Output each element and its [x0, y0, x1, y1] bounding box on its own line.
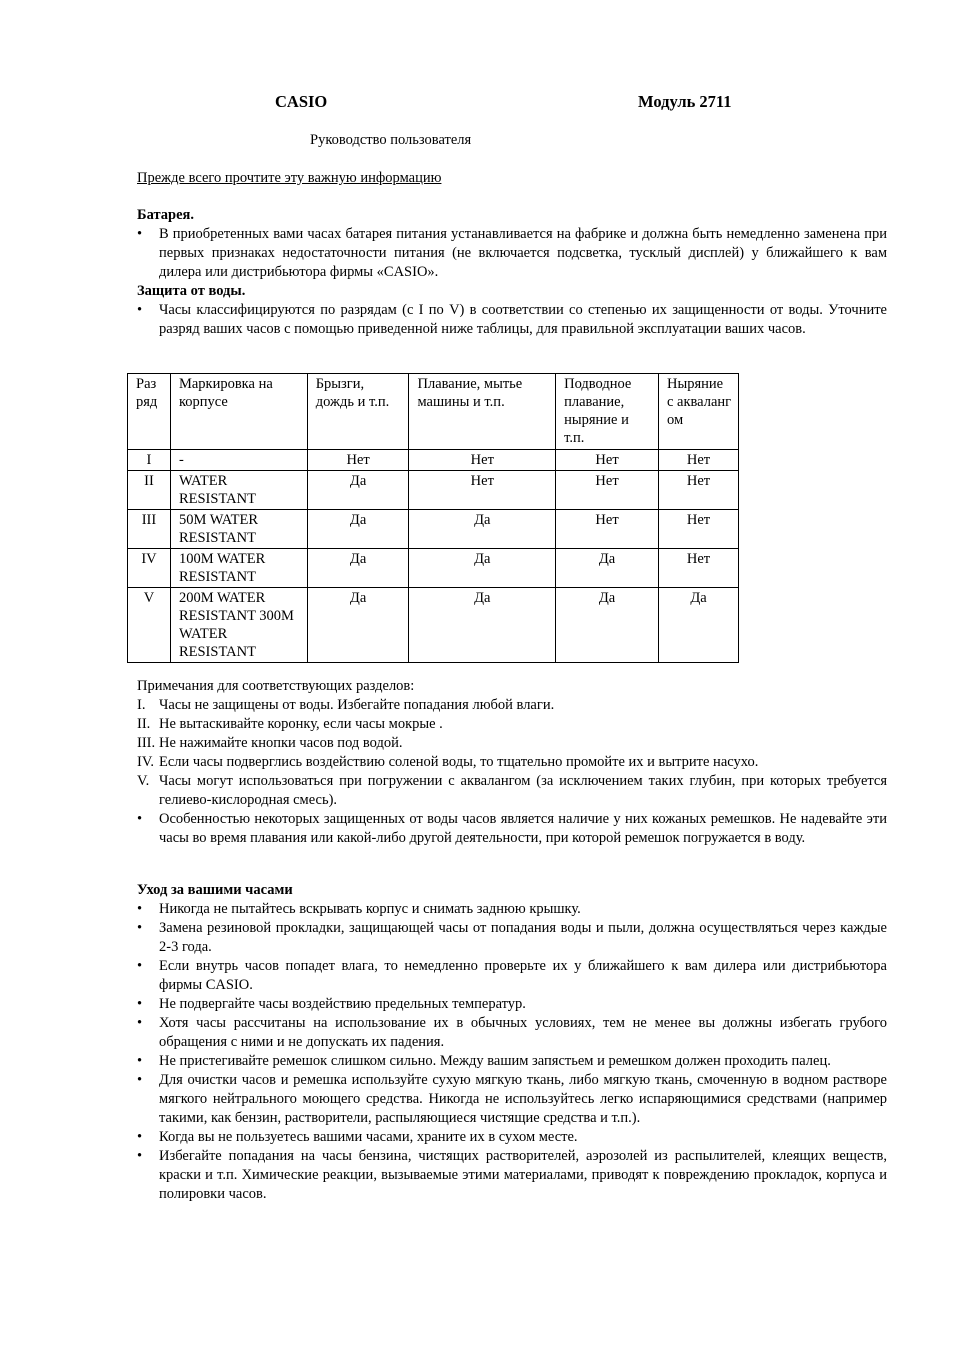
table-cell: II: [128, 471, 171, 510]
care-text: Хотя часы рассчитаны на использование их в обычных условиях, тем не менее вы должны избегать грубого обращения с ними и не допускать их падения.: [159, 1015, 887, 1050]
table-cell: Да: [658, 588, 738, 663]
note-text: Не вытаскивайте коронку, если часы мокрые .: [159, 716, 443, 732]
care-item: [137, 900, 887, 919]
table-header-row: [128, 374, 739, 450]
battery-text: В приобретенных вами часах батарея питания устанавливается на фабрике и должна быть немедленно заменена при первых признаках недостаточности питания (не включается подсветка, тусклый дисплей) у ближайшего к вам дилера или дистрибьютора фирмы «CASIO».: [159, 226, 887, 280]
note-item: [137, 696, 887, 715]
care-item: [137, 1128, 887, 1147]
table-cell: 100M WATER RESISTANT: [170, 549, 307, 588]
table-cell: WATER RESISTANT: [170, 471, 307, 510]
table-cell: Да: [307, 510, 409, 549]
table-cell: Да: [409, 549, 556, 588]
note-number: III.: [137, 735, 156, 751]
bullet-icon: •: [137, 1129, 143, 1145]
care-text: Избегайте попадания на часы бензина, чистящих растворителей, аэрозолей из распылителей, клеящих веществ, краски и т.п. Химические реакции, вызываемые этими материалами, приводят к повреждению прокладок, корпуса и полировки часов.: [159, 1148, 887, 1202]
notes-title: Примечания для соответствующих разделов:: [137, 678, 415, 694]
table-cell: Нет: [556, 450, 659, 471]
care-item: [137, 957, 887, 995]
care-item: [137, 919, 887, 957]
table-cell: IV: [128, 549, 171, 588]
table-row: [128, 588, 739, 663]
battery-bullet: [137, 225, 887, 282]
table-cell: Нет: [307, 450, 409, 471]
care-item: [137, 995, 887, 1014]
table-header-cell: Плавание, мытье машины и т.п.: [409, 374, 556, 450]
table-cell: Нет: [409, 450, 556, 471]
table-header-cell: Раз ряд: [128, 374, 171, 450]
table-cell: Да: [556, 588, 659, 663]
module-title: Модуль 2711: [638, 92, 732, 111]
table-row: [128, 471, 739, 510]
care-item: [137, 1147, 887, 1204]
table-header-cell: Маркировка на корпусе: [170, 374, 307, 450]
table-cell: Нет: [409, 471, 556, 510]
table-header-cell: Ныряние с акваланг ом: [658, 374, 738, 450]
water-bullet: [137, 301, 887, 339]
table-cell: III: [128, 510, 171, 549]
care-text: Замена резиновой прокладки, защищающей часы от попадания воды и пыли, должна осуществляться через каждые 2-3 года.: [159, 920, 887, 955]
water-resistance-table: [127, 373, 739, 663]
care-section: [137, 881, 887, 1204]
bullet-icon: •: [137, 302, 143, 318]
care-item: [137, 1071, 887, 1128]
table-cell: Нет: [658, 450, 738, 471]
table-row: [128, 510, 739, 549]
care-item: [137, 1014, 887, 1052]
bullet-icon: •: [137, 958, 143, 974]
bullet-icon: •: [137, 226, 143, 242]
table-cell: 50M WATER RESISTANT: [170, 510, 307, 549]
table-cell: Да: [307, 588, 409, 663]
table-cell: Да: [556, 549, 659, 588]
bullet-icon: •: [137, 1053, 143, 1069]
notes-bullet-text: Особенностью некоторых защищенных от воды часов является наличие у них кожаных ремешков. Не надевайте эти часы во время плавания или какой-либо другой деятельности, при которой ремешок погружается в воду.: [159, 811, 887, 846]
table-cell: V: [128, 588, 171, 663]
table-cell: Да: [307, 471, 409, 510]
note-item: [137, 753, 887, 772]
note-text: Часы не защищены от воды. Избегайте попадания любой влаги.: [159, 697, 555, 713]
intro-heading: Прежде всего прочтите эту важную информацию: [137, 170, 442, 186]
table-cell: Да: [409, 510, 556, 549]
bullet-icon: •: [137, 920, 143, 936]
water-text: Часы классифицируются по разрядам (с I по V) в соответствии со степенью их защищенности от воды. Уточните разряд ваших часов с помощью приведенной ниже таблицы, для правильной эксплуатации ваших часов.: [159, 302, 887, 337]
table-row: [128, 549, 739, 588]
care-text: Если внутрь часов попадет влага, то немедленно проверьте их у ближайшего к вам дилера или дистрибьютора фирмы CASIO.: [159, 958, 887, 993]
care-text: Не подвергайте часы воздействию предельных температур.: [159, 996, 526, 1012]
note-text: Не нажимайте кнопки часов под водой.: [159, 735, 403, 751]
bullet-icon: •: [137, 1072, 143, 1088]
care-text: Когда вы не пользуетесь вашими часами, храните их в сухом месте.: [159, 1129, 578, 1145]
battery-heading: Батарея.: [137, 207, 194, 223]
battery-section: [137, 206, 887, 339]
bullet-icon: •: [137, 901, 143, 917]
table-cell: Да: [307, 549, 409, 588]
brand-title: CASIO: [275, 92, 328, 111]
subtitle: Руководство пользователя: [310, 132, 472, 148]
note-item: [137, 734, 887, 753]
table-cell: I: [128, 450, 171, 471]
note-number: IV.: [137, 754, 155, 770]
water-heading: Защита от воды.: [137, 283, 246, 299]
table-header-cell: Брызги, дождь и т.п.: [307, 374, 409, 450]
table-row: [128, 450, 739, 471]
note-item: [137, 715, 887, 734]
table-cell: Нет: [658, 471, 738, 510]
table-cell: -: [170, 450, 307, 471]
notes-bullet: [137, 810, 887, 848]
note-text: Часы могут использоваться при погружении с аквалангом (за исключением таких глубин, при которых требуется гелиево-кислородная смесь).: [159, 773, 887, 808]
bullet-icon: •: [137, 1148, 143, 1164]
note-number: I.: [137, 697, 146, 713]
table-cell: 200M WATER RESISTANT 300M WATER RESISTANT: [170, 588, 307, 663]
note-number: V.: [137, 773, 150, 789]
table-cell: Нет: [556, 471, 659, 510]
care-text: Для очистки часов и ремешка используйте сухую мягкую ткань, либо мягкую ткань, смоченную в водном растворе мягкого нейтрального моющего средства. Никогда не используйтесь легко испаряющимися средствами (например такими, как бензин, растворители, распыляющиеся чистящие средства и т.п.).: [159, 1072, 887, 1126]
care-text: Не пристегивайте ремешок слишком сильно. Между вашим запястьем и ремешком должен проходить палец.: [159, 1053, 831, 1069]
table-header-cell: Подводное плавание, ныряние и т.п.: [556, 374, 659, 450]
table-cell: Нет: [556, 510, 659, 549]
table-cell: Нет: [658, 549, 738, 588]
bullet-icon: •: [137, 811, 143, 827]
care-heading: Уход за вашими часами: [137, 882, 293, 898]
table-cell: Да: [409, 588, 556, 663]
note-number: II.: [137, 716, 151, 732]
care-text: Никогда не пытайтесь вскрывать корпус и снимать заднюю крышку.: [159, 901, 581, 917]
bullet-icon: •: [137, 1015, 143, 1031]
care-item: [137, 1052, 887, 1071]
note-text: Если часы подверглись воздействию соленой воды, то тщательно промойте их и вытрите насухо.: [159, 754, 759, 770]
bullet-icon: •: [137, 996, 143, 1012]
notes-section: [137, 677, 887, 848]
note-item: [137, 772, 887, 810]
table-cell: Нет: [658, 510, 738, 549]
